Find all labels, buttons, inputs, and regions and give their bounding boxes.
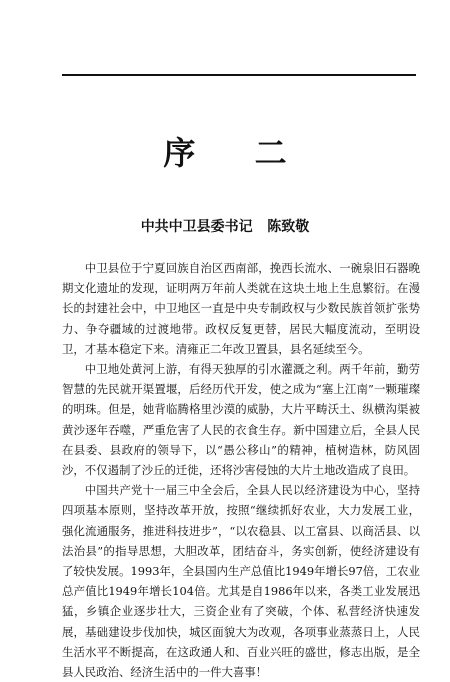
author-byline: 中共中卫县委书记 陈致敬 — [140, 219, 310, 235]
paragraph: 中卫县位于宁夏回族自治区西南部，挽西长流水、一碗泉旧石器晚期文化遗址的发现，证明两万年前人类就在这块土地上生息繁衍。在漫长的封建社会中，中卫地区一直是中央专制政权与少数民族首领扩张势力、争夺疆域的过渡地带。政权反复更替，居民大幅度流动，至明设卫，才基本稳定下来。清雍正二年改卫置县，县名延续至今。 — [62, 261, 420, 356]
top-rule — [62, 74, 416, 76]
paragraph: 中卫地处黄河上游，有得天独厚的引水灌溉之利。两千年前，勤劳智慧的先民就开渠置堰，后经历代开发，使之成为“塞上江南”一颗璀璨的明珠。但是，她背临腾格里沙漠的威胁，大片平畴沃土、纵横沟渠被黄沙逐年吞噬，严重危害了人民的衣食生存。新中国建立后，全县人民在县委、县政府的领导下，以“愚公移山”的精神，植树造林，防风固沙，不仅遏制了沙丘的迁徙，还将沙害侵蚀的大片土地改造成了良田。 — [62, 362, 420, 478]
paragraph: 中国共产党十一届三中全会后，全县人民以经济建设为中心，坚持四项基本原则，坚持改革开放，按照“继续抓好农业，大力发展工业，强化流通服务，推进科技进步”，“以农稳县、以工富县、以商活县、以法治县”的指导思想，大胆改革，团结奋斗，务实创新，使经济建设有了较快发展。1993年，全县国内生产总值比1949年增长97倍，工农业总产值比1949年增长104倍。尤其是自1986年以来，各类工业发展迅猛，乡镇企业逐步壮大，三资企业有了突破，个体、私营经济快速发展，基础建设步伐加快，城区面貌大为改观，各项事业蒸蒸日上，人民生活水平不断提高，在这政通人和、百业兴旺的盛世，修志出版，是全县人民政治、经济生活中的一件大喜事！ — [62, 483, 420, 680]
page-title: 序 二 — [163, 134, 311, 172]
body-text — [62, 258, 420, 682]
